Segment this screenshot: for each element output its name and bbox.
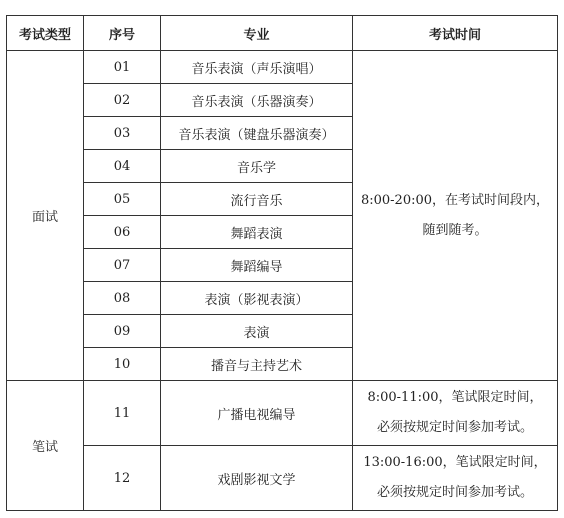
row-major: 音乐表演（声乐演唱） [161, 51, 353, 84]
row-number: 12 [84, 446, 161, 511]
header-exam-type: 考试类型 [7, 16, 84, 51]
row-major: 戏剧影视文学 [161, 446, 353, 511]
table-row [7, 381, 558, 446]
written-time-line: 8:00-11:00，笔试限定时间， [367, 390, 543, 405]
header-row [7, 16, 558, 51]
row-major: 音乐表演（键盘乐器演奏） [161, 117, 353, 150]
row-number: 02 [84, 84, 161, 117]
row-major: 音乐表演（乐器演奏） [161, 84, 353, 117]
header-major: 专业 [161, 16, 353, 51]
row-major: 播音与主持艺术 [161, 348, 353, 381]
written-time-line: 必须按规定时间参加考试。 [376, 420, 533, 435]
row-major: 舞蹈编导 [161, 249, 353, 282]
row-major: 广播电视编导 [161, 381, 353, 446]
written-time [353, 381, 558, 446]
written-time [353, 446, 558, 511]
row-number: 05 [84, 183, 161, 216]
interview-time [353, 51, 558, 381]
row-major: 表演 [161, 315, 353, 348]
header-number: 序号 [84, 16, 161, 51]
row-major: 舞蹈表演 [161, 216, 353, 249]
exam-schedule-table [6, 15, 558, 511]
exam-schedule [6, 15, 557, 511]
row-number: 03 [84, 117, 161, 150]
row-number: 09 [84, 315, 161, 348]
written-time-line: 必须按规定时间参加考试。 [376, 485, 533, 500]
interview-time-line: 随到随考。 [422, 222, 488, 238]
row-major: 流行音乐 [161, 183, 353, 216]
row-number: 04 [84, 150, 161, 183]
row-major: 表演（影视表演） [161, 282, 353, 315]
row-number: 01 [84, 51, 161, 84]
row-number: 08 [84, 282, 161, 315]
row-number: 07 [84, 249, 161, 282]
table-row [7, 446, 558, 511]
table-row [7, 51, 558, 84]
row-major: 音乐学 [161, 150, 353, 183]
header-exam-time: 考试时间 [353, 16, 558, 51]
row-number: 11 [84, 381, 161, 446]
row-number: 06 [84, 216, 161, 249]
written-time-line: 13:00-16:00，笔试限定时间， [363, 455, 547, 470]
exam-type-written: 笔试 [7, 381, 84, 511]
exam-type-interview: 面试 [7, 51, 84, 381]
interview-time-line: 8:00-20:00，在考试时间段内， [360, 192, 550, 208]
row-number: 10 [84, 348, 161, 381]
